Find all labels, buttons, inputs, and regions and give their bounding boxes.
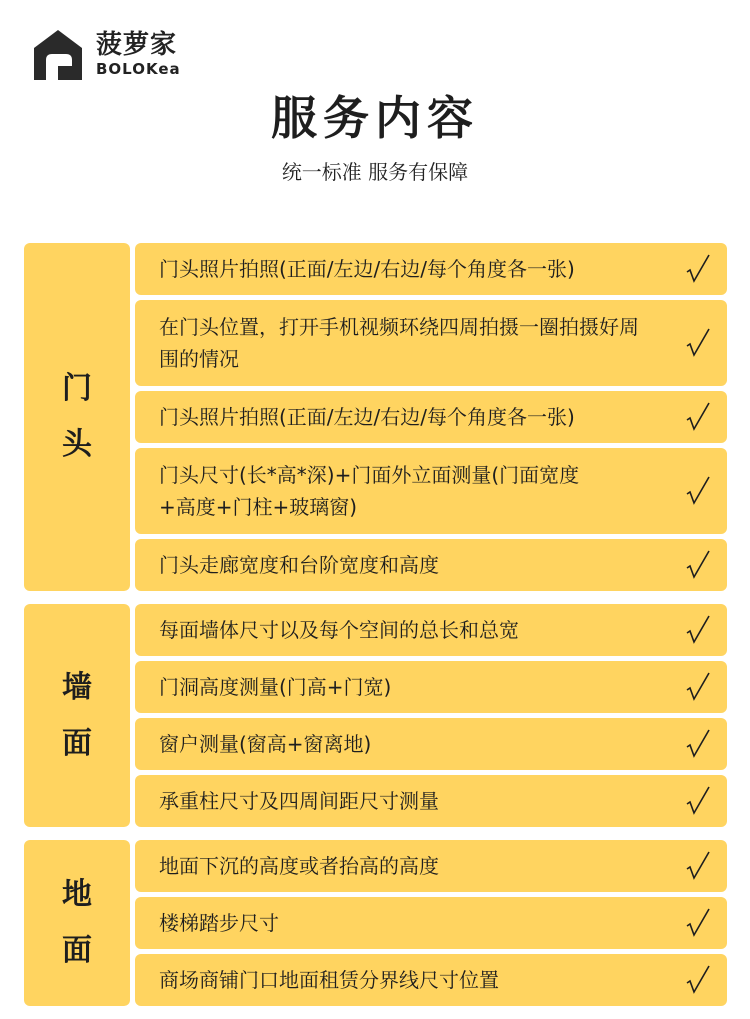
brand-name-cn: 菠萝家 (96, 29, 178, 60)
service-item (135, 661, 727, 713)
service-item-text: 在门头位置，打开手机视频环绕四周拍摄一圈拍摄好周围的情况 (159, 315, 639, 371)
check-mark-icon (685, 475, 711, 507)
brand-name-en: BOLOKea (96, 59, 181, 78)
service-item (135, 243, 727, 295)
service-item-text: 门头照片拍照(正面/左边/右边/每个角度各一张) (159, 405, 575, 429)
check-mark-icon (685, 728, 711, 760)
group-floor (24, 840, 727, 1006)
service-item-text: 门头尺寸(长*高*深)+门面外立面测量(门面宽度+高度+门柱+玻璃窗) (159, 463, 580, 519)
service-item-text: 每面墙体尺寸以及每个空间的总长和总宽 (159, 618, 519, 642)
service-item-text: 窗户测量(窗高+窗离地) (159, 732, 372, 756)
group-door-head (24, 243, 727, 591)
service-item (135, 448, 727, 534)
group-wall (24, 604, 727, 827)
service-item-text: 门头照片拍照(正面/左边/右边/每个角度各一张) (159, 257, 575, 281)
house-logo-icon (30, 26, 86, 82)
check-mark-icon (685, 785, 711, 817)
service-item (135, 300, 727, 386)
page-subtitle: 统一标准 服务有保障 (281, 160, 469, 184)
service-item-text: 楼梯踏步尺寸 (159, 911, 279, 935)
service-item-text: 门洞高度测量(门高+门宽) (159, 675, 392, 699)
service-item (135, 604, 727, 656)
group-label-char: 头 (62, 427, 92, 462)
service-item (135, 954, 727, 1006)
check-mark-icon (685, 327, 711, 359)
group-label-char: 墙 (62, 669, 92, 705)
group-label-char: 门 (62, 371, 92, 406)
service-item (135, 897, 727, 949)
check-mark-icon (685, 964, 711, 996)
service-groups (24, 243, 727, 1019)
group-label (24, 840, 130, 1006)
service-item (135, 539, 727, 591)
service-item (135, 840, 727, 892)
service-item-text: 商场商铺门口地面租赁分界线尺寸位置 (159, 968, 499, 992)
check-mark-icon (685, 253, 711, 285)
brand-logo (30, 26, 181, 82)
check-mark-icon (685, 907, 711, 939)
service-item-text: 承重柱尺寸及四周间距尺寸测量 (159, 789, 439, 813)
page-title: 服务内容 (271, 91, 479, 145)
service-item (135, 718, 727, 770)
check-mark-icon (685, 850, 711, 882)
group-label-char: 地 (62, 877, 92, 912)
group-label (24, 243, 130, 591)
service-item-text: 地面下沉的高度或者抬高的高度 (159, 854, 439, 878)
group-label-char: 面 (62, 933, 92, 968)
group-label-char: 面 (62, 725, 92, 761)
group-label (24, 604, 130, 827)
check-mark-icon (685, 671, 711, 703)
check-mark-icon (685, 401, 711, 433)
service-item-text: 门头走廊宽度和台阶宽度和高度 (159, 553, 439, 577)
check-mark-icon (685, 614, 711, 646)
service-item (135, 775, 727, 827)
check-mark-icon (685, 549, 711, 581)
service-item (135, 391, 727, 443)
